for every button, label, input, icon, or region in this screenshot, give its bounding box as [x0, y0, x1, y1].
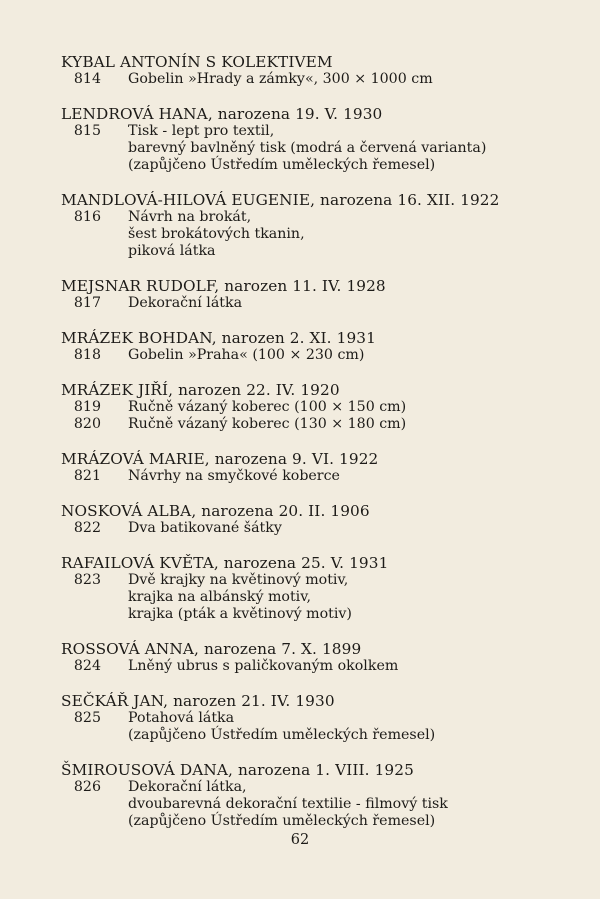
artist-name: NOSKOVÁ ALBA: [61, 502, 192, 520]
artist-info: , narozen 21. IV. 1930: [163, 692, 335, 710]
item-text: krajka (pták a květinový motiv): [128, 606, 352, 622]
artist-info: , narozena 9. VI. 1922: [204, 450, 379, 468]
entry-mrazek-jiri: [61, 382, 561, 433]
entry-noskova: [61, 503, 561, 537]
artist-name: ROSSOVÁ ANNA: [61, 640, 195, 658]
item-text: Dekorační látka,: [128, 779, 247, 795]
artist-line: [61, 555, 561, 572]
entry-seckar: [61, 693, 561, 744]
item-text: dvoubarevná dekorační textilie - filmový tisk: [128, 796, 448, 812]
entry-mrazova: [61, 451, 561, 485]
catalog-item: [61, 209, 561, 260]
artist-name: ŠMIROUSOVÁ DANA: [61, 761, 229, 779]
item-number: 819: [73, 399, 101, 415]
artist-name: MANDLOVÁ-HILOVÁ EUGENIE: [61, 191, 311, 209]
item-text: Návrh na brokát,: [128, 209, 252, 225]
item-number: 820: [73, 416, 101, 432]
catalog-item: [61, 416, 561, 433]
item-number: 821: [73, 468, 101, 484]
artist-info: , narozena 1. VIII. 1925: [228, 761, 414, 779]
item-text: (zapůjčeno Ústředím uměleckých řemesel): [128, 727, 436, 743]
artist-info: , narozen 2. XI. 1931: [211, 329, 376, 347]
catalog-item: [61, 71, 561, 88]
artist-name: LENDROVÁ HANA: [61, 105, 208, 123]
item-text: Ručně vázaný koberec (130 × 180 cm): [128, 416, 407, 432]
item-number: 825: [73, 710, 101, 726]
item-number: 818: [73, 347, 101, 363]
artist-line: [61, 278, 561, 295]
item-number: 816: [73, 209, 101, 225]
artist-info: , narozena 20. II. 1906: [191, 502, 370, 520]
item-text: piková látka: [128, 243, 216, 259]
artist-name: MEJSNAR RUDOLF: [61, 277, 215, 295]
item-number: 823: [73, 572, 101, 588]
catalog-item: [61, 572, 561, 623]
artist-line: [61, 641, 561, 658]
artist-name: MRÁZEK BOHDAN: [61, 329, 212, 347]
item-text: krajka na albánský motiv,: [128, 589, 312, 605]
artist-line: [61, 382, 561, 399]
item-text: Dvě krajky na květinový motiv,: [128, 572, 349, 588]
artist-info: , narozen 11. IV. 1928: [214, 277, 386, 295]
entry-list: [61, 54, 561, 848]
artist-line: [61, 503, 561, 520]
artist-info: , narozena 16. XII. 1922: [310, 191, 500, 209]
catalog-item: [61, 399, 561, 416]
item-number: 815: [73, 123, 101, 139]
artist-line: [61, 54, 561, 71]
entry-smirousova: [61, 762, 561, 830]
artist-name: MRÁZEK JIŘÍ: [61, 381, 169, 399]
item-text: Potahová látka: [128, 710, 235, 726]
catalog-item: [61, 520, 561, 537]
artist-line: [61, 106, 561, 123]
item-number: 826: [73, 779, 101, 795]
entry-mandlova: [61, 192, 561, 260]
artist-info: , narozena 19. V. 1930: [207, 105, 383, 123]
item-text: Lněný ubrus s paličkovaným okolkem: [128, 658, 399, 674]
catalog-item: [61, 710, 561, 744]
item-text: Návrhy na smyčkové koberce: [128, 468, 340, 484]
artist-line: [61, 451, 561, 468]
entry-mrazek-bohdan: [61, 330, 561, 364]
artist-name: RAFAILOVÁ KVĚTA: [61, 554, 214, 572]
item-number: 814: [73, 71, 101, 87]
artist-line: [61, 192, 561, 209]
artist-info: , narozena 7. X. 1899: [194, 640, 362, 658]
item-text: Gobelin »Hrady a zámky«, 300 × 1000 cm: [128, 71, 433, 87]
item-text: Dekorační látka: [128, 295, 243, 311]
page-number: 62: [290, 832, 310, 848]
item-number: 822: [73, 520, 101, 536]
item-text: (zapůjčeno Ústředím uměleckých řemesel): [128, 157, 436, 173]
catalog-item: [61, 658, 561, 675]
artist-line: [61, 693, 561, 710]
artist-name: SEČKÁŘ JAN: [61, 692, 164, 710]
item-number: 824: [73, 658, 101, 674]
item-text: (zapůjčeno Ústředím uměleckých řemesel): [128, 813, 436, 829]
catalog-item: [61, 468, 561, 485]
entry-kybal: [61, 54, 561, 88]
artist-info: , narozena 25. V. 1931: [213, 554, 389, 572]
item-text: Tisk - lept pro textil,: [128, 123, 275, 139]
item-text: šest brokátových tkanin,: [128, 226, 305, 242]
entry-rossova: [61, 641, 561, 675]
entry-lendrova: [61, 106, 561, 174]
artist-line: [61, 330, 561, 347]
item-number: 817: [73, 295, 101, 311]
catalog-item: [61, 779, 561, 830]
entry-rafailova: [61, 555, 561, 623]
artist-info: , narozen 22. IV. 1920: [168, 381, 340, 399]
catalog-item: [61, 347, 561, 364]
item-text: Dva batikované šátky: [128, 520, 282, 536]
entry-mejsnar: [61, 278, 561, 312]
item-text: barevný bavlněný tisk (modrá a červená varianta): [128, 140, 487, 156]
item-text: Ručně vázaný koberec (100 × 150 cm): [128, 399, 407, 415]
artist-name: MRÁZOVÁ MARIE: [61, 450, 205, 468]
artist-line: [61, 762, 561, 779]
artist-name: KYBAL ANTONÍN S KOLEKTIVEM: [61, 53, 333, 71]
item-text: Gobelin »Praha« (100 × 230 cm): [128, 347, 365, 363]
catalog-item: [61, 295, 561, 312]
catalog-item: [61, 123, 561, 174]
